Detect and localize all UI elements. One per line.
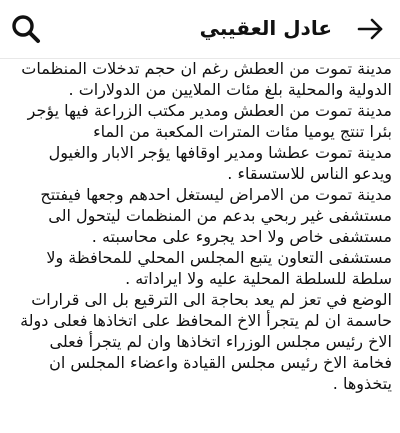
search-icon [10,13,42,45]
arrow-right-icon [356,14,386,44]
back-button[interactable] [356,14,386,44]
post-paragraph: مدينة تموت من العطش ومدير مكتب الزراعة فيها يؤجر بئرا تنتج يوميا مئات المترات المكعبة من الماء [27,101,392,141]
page-title: عادل العقيبي [199,16,332,40]
post-paragraph: مدينة تموت من العطش رغم ان حجم تدخلات المنظمات الدولية والمحلية بلغ مئات الملايين من الدولارات . [21,59,392,99]
post-body [8,58,392,433]
top-bar [0,0,400,59]
post-paragraph: الوضع في تعز لم يعد بحاجة الى الترقيع بل الى قرارات حاسمة ان لم يتجرأ الاخ المحافظ على اتخاذها فعلى دولة الاخ رئيس مجلس الوزراء اتخاذها وان لم يتجرأ فعلى فخامة الاخ رئيس مجلس القيادة واعضاء المجلس ان يتخذوها . [20,290,392,393]
post-paragraph: مدينة تموت من الامراض ليستغل احدهم وجعها فيفتتح مستشفى غير ربحي بدعم من المنظمات ليتحول الى مستشفى خاص ولا احد يجروء على محاسبته . [40,185,392,246]
post-paragraph: مدينة تموت عطشا ومدير اوقافها يؤجر الابار والغيول ويدعو الناس للاستسقاء . [48,143,392,183]
search-button[interactable] [10,13,42,45]
post-paragraph: مستشفى التعاون يتبع المجلس المحلي للمحافظة ولا سلطة للسلطة المحلية عليه ولا ايراداته . [46,248,392,288]
